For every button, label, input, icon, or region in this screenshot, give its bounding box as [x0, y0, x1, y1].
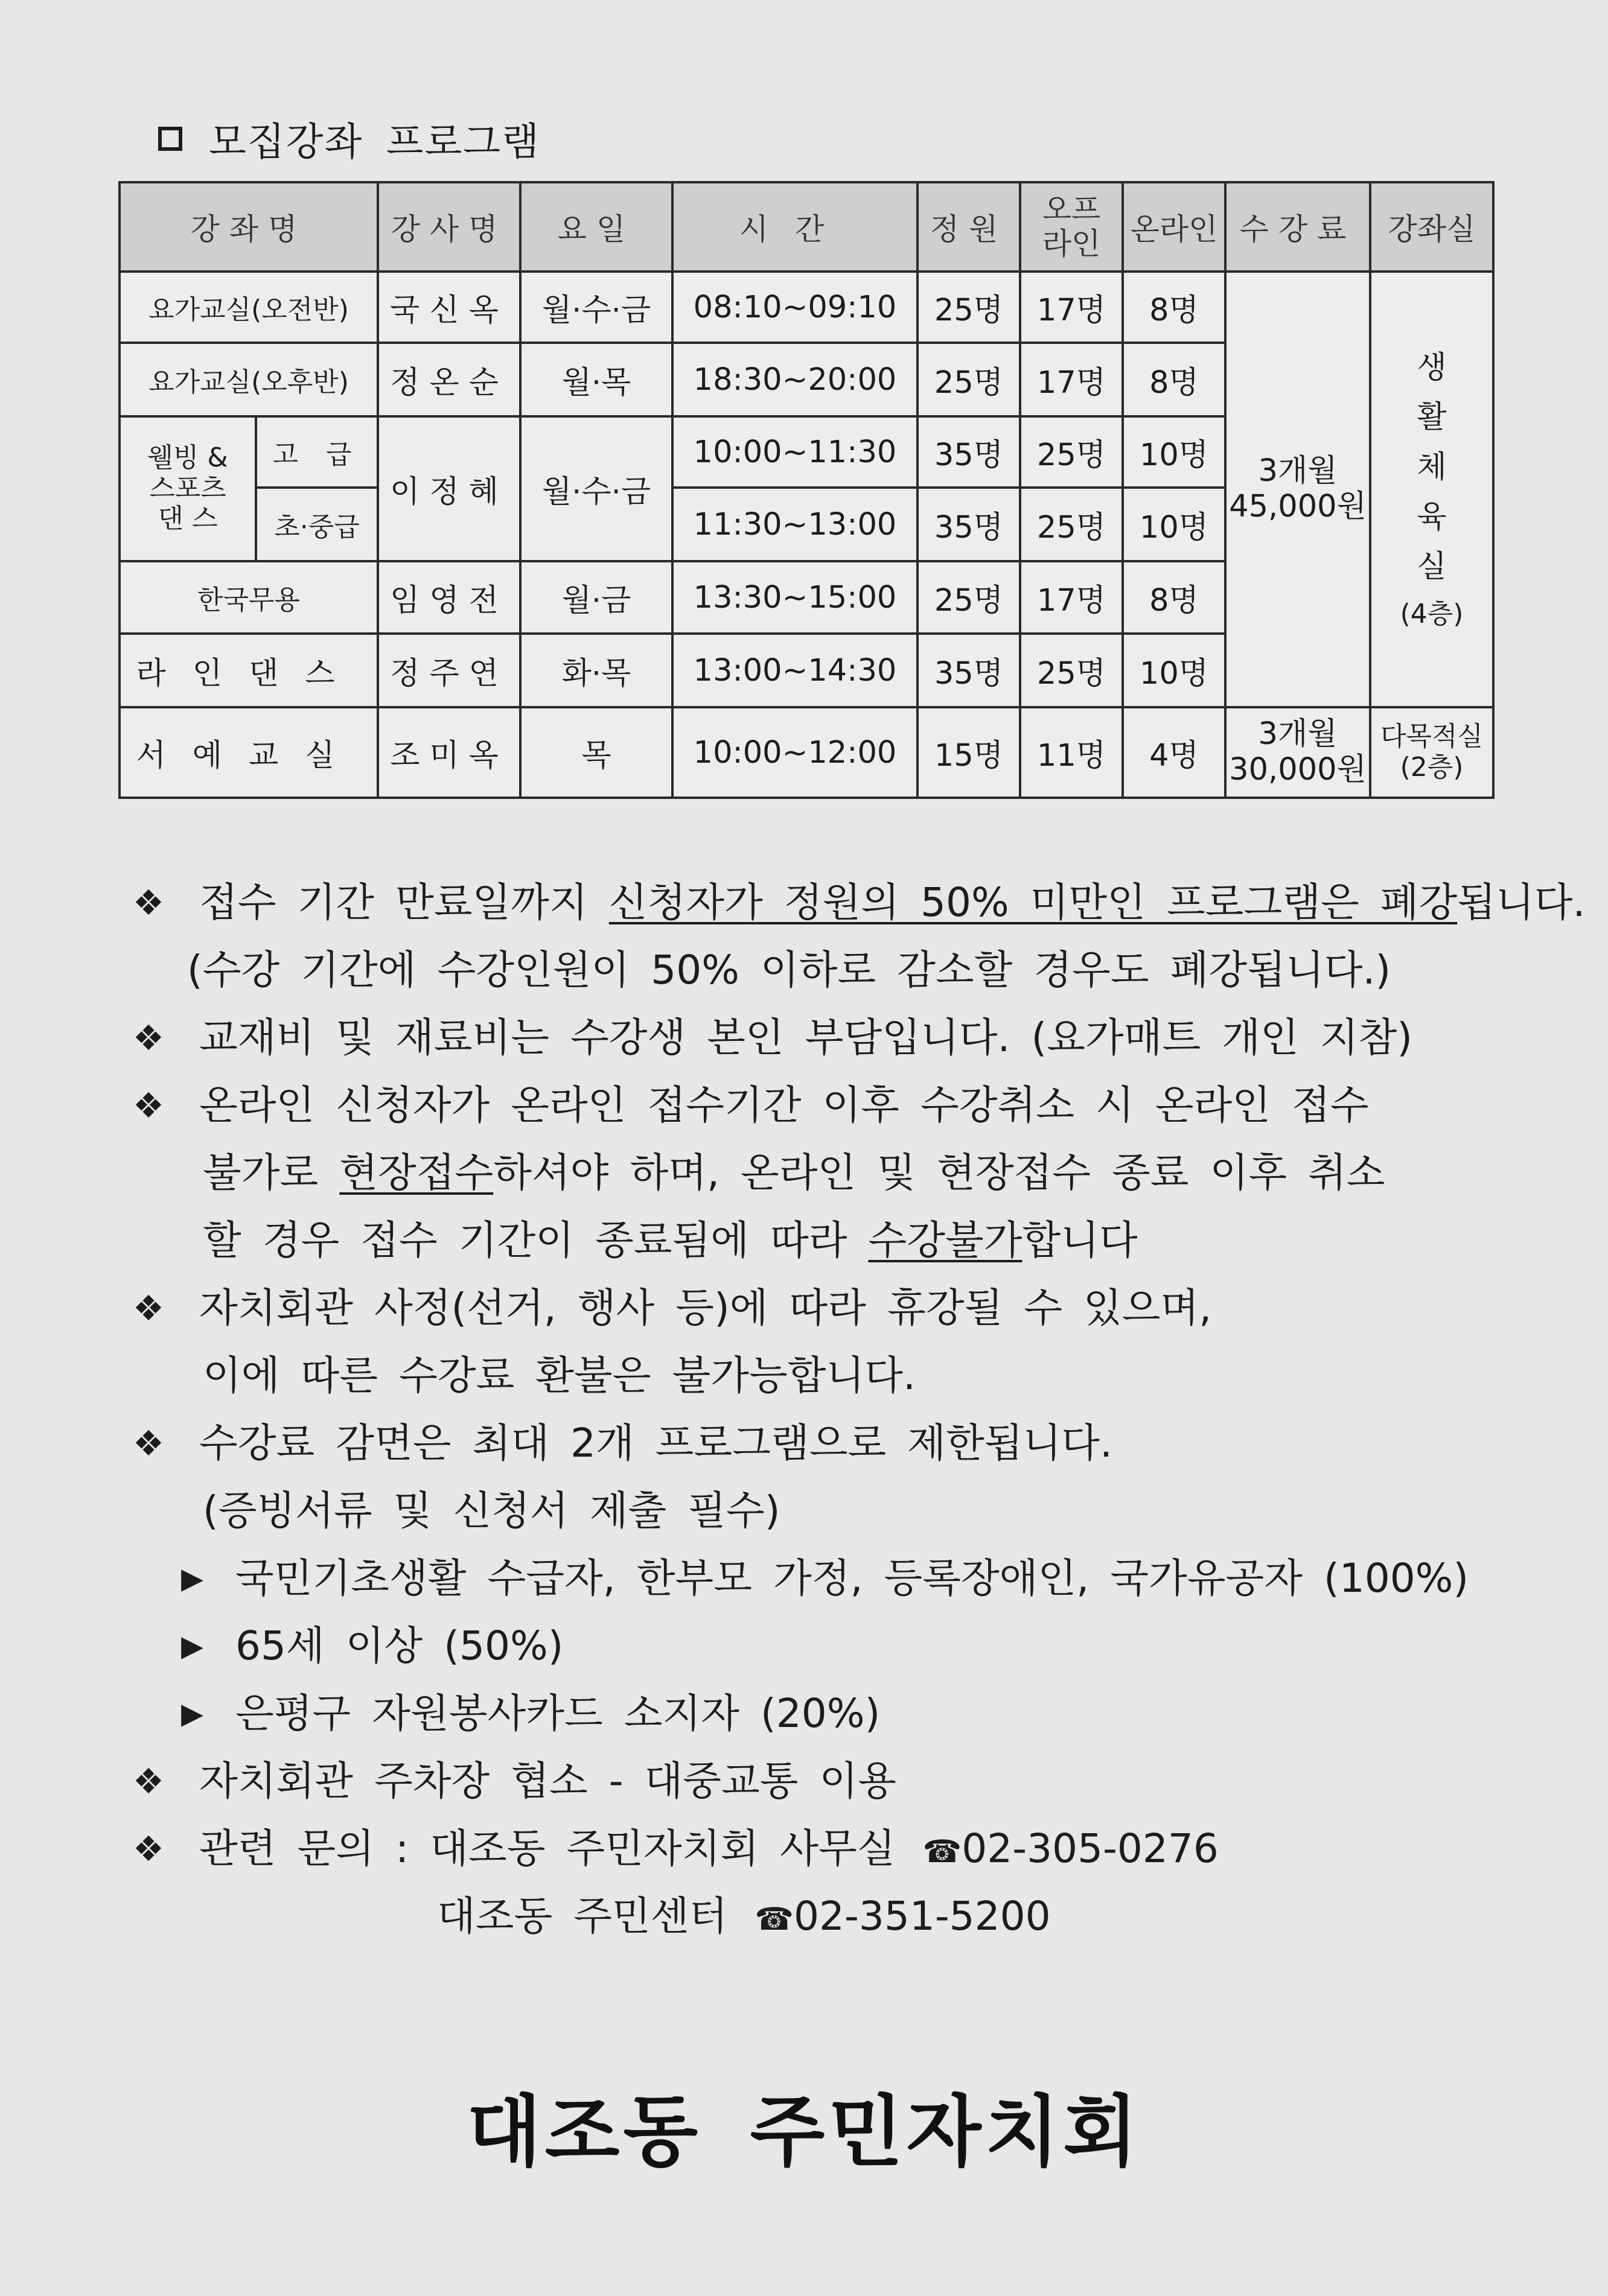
diamond-bullet-icon: ❖: [133, 1423, 164, 1464]
telephone-icon: ☎: [922, 1834, 962, 1870]
note-continuation: (수강 기간에 수강인원이 50% 이하로 감소할 경우도 폐강됩니다.): [187, 947, 1391, 993]
online-capacity: 10명: [1123, 416, 1225, 488]
room-main: 생 활 체 육 실 (4층): [1370, 272, 1493, 707]
checkbox-icon: [158, 127, 182, 151]
discount-item: ▶ 은평구 자원봉사카드 소지자 (20%): [133, 1680, 1497, 1747]
diamond-bullet-icon: ❖: [133, 1017, 164, 1058]
section-title-text: 모집강좌 프로그램: [209, 120, 540, 165]
course-capacity: 25명: [917, 561, 1020, 634]
header-days: 요일: [520, 182, 672, 272]
course-capacity: 35명: [917, 488, 1020, 561]
contact-phone: 02-351-5200: [794, 1893, 1051, 1939]
header-instructor: 강사명: [378, 182, 520, 272]
diamond-bullet-icon: ❖: [133, 1085, 164, 1126]
telephone-icon: ☎: [755, 1901, 794, 1938]
course-name: 서예교실: [120, 707, 378, 798]
instructor-name: 국신옥: [378, 272, 520, 343]
notes-section: [133, 869, 1586, 1950]
contact-name: 대조동 주민자치회 사무실: [430, 1825, 896, 1872]
instructor-name: 정주연: [378, 634, 520, 707]
note-item: ❖ 자치회관 사정(선거, 행사 등)에 따라 휴강될 수 있으며,: [133, 1274, 1497, 1342]
course-group-name: 웰빙 & 스포츠 댄 스: [120, 416, 256, 561]
note-continuation: 불가로 현장접수하셔야 하며, 온라인 및 현장접수 종료 이후 취소: [203, 1150, 1385, 1196]
online-capacity: 8명: [1123, 343, 1225, 416]
header-time: 시간: [672, 182, 917, 272]
right-triangle-icon: ▶: [181, 1562, 203, 1595]
instructor-name: 조미옥: [378, 707, 520, 798]
course-capacity: 25명: [917, 343, 1020, 416]
fee-calligraphy: 3개월 30,000원: [1225, 707, 1370, 798]
diamond-bullet-icon: ❖: [133, 1761, 164, 1802]
course-days: 월·금: [520, 561, 672, 634]
note-item: ❖ 수강료 감면은 최대 2개 프로그램으로 제한됩니다.: [133, 1410, 1497, 1477]
course-name: 라인댄스: [120, 634, 378, 707]
online-capacity: 8명: [1123, 561, 1225, 634]
header-room: 강좌실: [1370, 182, 1493, 272]
note-item: ❖ 자치회관 주차장 협소 - 대중교통 이용: [133, 1747, 1497, 1815]
course-time: 13:30~15:00: [672, 561, 917, 634]
contact-name: 대조동 주민센터: [437, 1893, 728, 1939]
contact-item: [133, 1815, 1497, 1883]
section-title: [158, 109, 540, 169]
contact-label: 관련 문의 :: [199, 1825, 409, 1872]
course-level: 초·중급: [256, 488, 378, 561]
course-capacity: 35명: [917, 416, 1020, 488]
header-course: 강좌명: [120, 182, 378, 272]
note-item: ❖ 온라인 신청자가 온라인 접수기간 이후 수강취소 시 온라인 접수: [133, 1072, 1497, 1139]
course-days: 목: [520, 707, 672, 798]
table-row: [120, 707, 1493, 798]
offline-capacity: 17명: [1020, 272, 1123, 343]
offline-capacity: 25명: [1020, 416, 1123, 488]
course-days: 화·목: [520, 634, 672, 707]
instructor-name: 정온순: [378, 343, 520, 416]
discount-item: ▶ 65세 이상 (50%): [133, 1612, 1497, 1680]
course-time: 08:10~09:10: [672, 272, 917, 343]
header-offline: 오프 라인: [1020, 182, 1123, 272]
table-header-row: [120, 182, 1493, 272]
course-time: 10:00~12:00: [672, 707, 917, 798]
header-online: 온라인: [1123, 182, 1225, 272]
offline-capacity: 17명: [1020, 343, 1123, 416]
course-capacity: 35명: [917, 634, 1020, 707]
underlined-text: 수강불가: [868, 1217, 1023, 1264]
online-capacity: 8명: [1123, 272, 1225, 343]
diamond-bullet-icon: ❖: [133, 882, 164, 923]
right-triangle-icon: ▶: [181, 1629, 203, 1663]
footer-organization-name: 대조동 주민자치회: [467, 2087, 1141, 2177]
note-item: ❖ 접수 기간 만료일까지 신청자가 정원의 50% 미만인 프로그램은 폐강됩니다.: [133, 869, 1497, 937]
note-continuation: 할 경우 접수 기간이 종료됨에 따라 수강불가합니다: [203, 1217, 1138, 1264]
online-capacity: 10명: [1123, 488, 1225, 561]
online-capacity: 4명: [1123, 707, 1225, 798]
course-days: 월·수·금: [520, 272, 672, 343]
course-capacity: 15명: [917, 707, 1020, 798]
diamond-bullet-icon: ❖: [133, 1288, 164, 1329]
course-schedule-table: [118, 181, 1495, 799]
header-fee: 수강료: [1225, 182, 1370, 272]
course-name: 한국무용: [120, 561, 378, 634]
contact-phone: 02-305-0276: [962, 1825, 1219, 1872]
instructor-name: 이정혜: [378, 416, 520, 561]
room-calligraphy: 다목적실 (2층): [1370, 707, 1493, 798]
note-item: ❖ 교재비 및 재료비는 수강생 본인 부담입니다. (요가매트 개인 지참): [133, 1004, 1497, 1072]
course-time: 18:30~20:00: [672, 343, 917, 416]
course-level: 고 급: [256, 416, 378, 488]
diamond-bullet-icon: ❖: [133, 1828, 164, 1869]
contact-item: [133, 1883, 1497, 1950]
offline-capacity: 11명: [1020, 707, 1123, 798]
offline-capacity: 25명: [1020, 488, 1123, 561]
table-row: [120, 272, 1493, 343]
note-continuation: (증빙서류 및 신청서 제출 필수): [203, 1487, 780, 1534]
online-capacity: 10명: [1123, 634, 1225, 707]
course-time: 13:00~14:30: [672, 634, 917, 707]
header-capacity: 정원: [917, 182, 1020, 272]
right-triangle-icon: ▶: [181, 1697, 203, 1731]
course-time: 11:30~13:00: [672, 488, 917, 561]
course-days: 월·수·금: [520, 416, 672, 561]
instructor-name: 임영전: [378, 561, 520, 634]
underlined-text: 현장접수: [339, 1150, 494, 1196]
note-continuation: 이에 따른 수강료 환불은 불가능합니다.: [203, 1352, 916, 1399]
course-name: 요가교실(오전반): [120, 272, 378, 343]
offline-capacity: 25명: [1020, 634, 1123, 707]
course-name: 요가교실(오후반): [120, 343, 378, 416]
course-capacity: 25명: [917, 272, 1020, 343]
offline-capacity: 17명: [1020, 561, 1123, 634]
discount-item: ▶ 국민기초생활 수급자, 한부모 가정, 등록장애인, 국가유공자 (100%): [133, 1545, 1497, 1612]
course-days: 월·목: [520, 343, 672, 416]
course-time: 10:00~11:30: [672, 416, 917, 488]
underlined-text: 신청자가 정원의 50% 미만인 프로그램은 폐강: [608, 879, 1458, 926]
fee-main: 3개월 45,000원: [1225, 272, 1370, 707]
